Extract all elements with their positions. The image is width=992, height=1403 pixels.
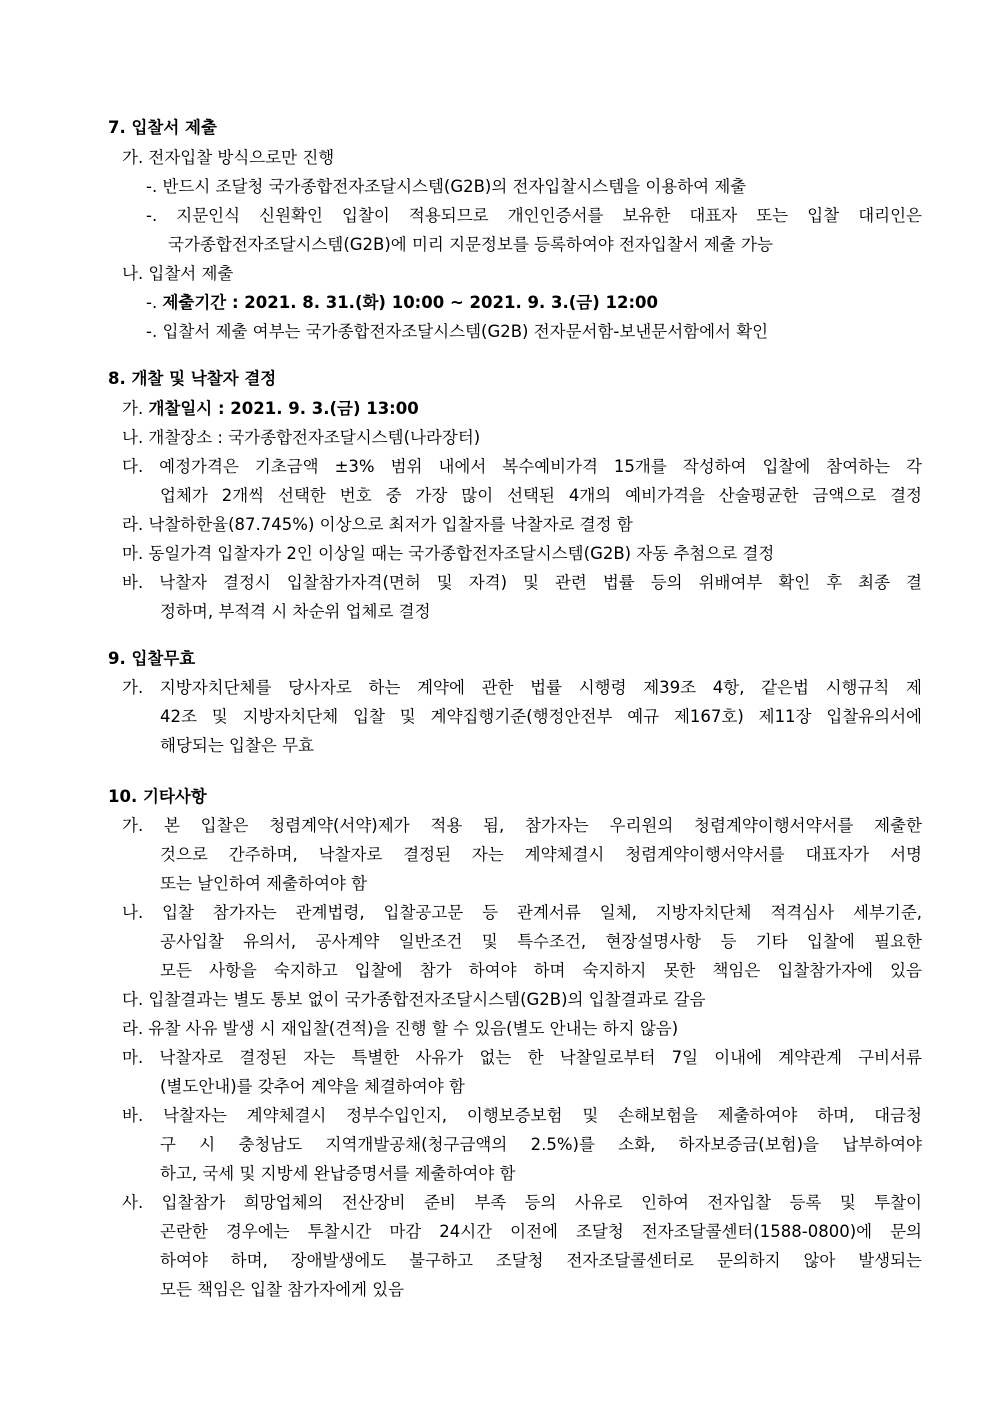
section-10-heading: 10. 기타사항 — [108, 787, 207, 806]
section-10-item-e-line2: (별도안내)를 갖추어 계약을 체결하여야 함 — [160, 1077, 465, 1096]
section-9-item-a-line3: 해당되는 입찰은 무효 — [160, 736, 314, 755]
section-9-item-a-line1: 가. 지방자치단체를 당사자로 하는 계약에 관한 법률 시행령 제39조 4항, 같은법 시행규칙 제 — [122, 678, 922, 697]
section-8-item-c-line1: 다. 예정가격은 기초금액 ±3% 범위 내에서 복수예비가격 15개를 작성하여 입찰에 참여하는 각 — [122, 457, 922, 476]
section-8-item-f-line1: 바. 낙찰자 결정시 입찰참가자격(면허 및 자격) 및 관련 법률 등의 위배여부 확인 후 최종 결 — [122, 573, 922, 592]
section-8-item-e: 마. 동일가격 입찰자가 2인 이상일 때는 국가종합전자조달시스템(G2B) 자동 추첨으로 결정 — [122, 544, 775, 563]
section-10-item-a-line1: 가. 본 입찰은 청렴계약(서약)제가 적용 됨, 참가자는 우리원의 청렴계약이행서약서를 제출한 — [122, 816, 922, 835]
section-9-item-a-line2: 42조 및 지방자치단체 입찰 및 계약집행기준(행정안전부 예규 제167호) 제11장 입찰유의서에 — [160, 707, 922, 726]
section-10-item-a-line2: 것으로 간주하며, 낙찰자로 결정된 자는 계약체결시 청렴계약이행서약서를 대표자가 서명 — [160, 845, 922, 864]
section-10-item-b-line1: 나. 입찰 참가자는 관계법령, 입찰공고문 등 관계서류 일체, 지방자치단체 적격심사 세부기준, — [122, 903, 922, 922]
section-10-item-g-line1: 사. 입찰참가 희망업체의 전산장비 준비 부족 등의 사유로 인하여 전자입찰 등록 및 투찰이 — [122, 1193, 922, 1212]
section-10-item-a-line3: 또는 날인하여 제출하여야 함 — [160, 874, 368, 893]
section-7-item-a-2-line2: 국가종합전자조달시스템(G2B)에 미리 지문정보를 등록하여야 전자입찰서 제출 가능 — [168, 235, 773, 254]
opening-datetime: 개찰일시 : 2021. 9. 3.(금) 13:00 — [148, 399, 419, 418]
section-8-item-b: 나. 개찰장소 : 국가종합전자조달시스템(나라장터) — [122, 428, 481, 447]
section-7-item-b-1 — [146, 292, 658, 314]
section-7-item-b-2: -. 입찰서 제출 여부는 국가종합전자조달시스템(G2B) 전자문서함-보낸문서함에서 확인 — [146, 322, 769, 341]
section-9-heading: 9. 입찰무효 — [108, 649, 196, 668]
section-10-item-c: 다. 입찰결과는 별도 통보 없이 국가종합전자조달시스템(G2B)의 입찰결과로 갈음 — [122, 990, 706, 1009]
section-10-item-g-line4: 모든 책임은 입찰 참가자에게 있음 — [160, 1280, 405, 1299]
section-7-item-a-2-line1: -. 지문인식 신원확인 입찰이 적용되므로 개인인증서를 보유한 대표자 또는 입찰 대리인은 — [146, 206, 922, 225]
section-10-item-f-line1: 바. 낙찰자는 계약체결시 정부수입인지, 이행보증보험 및 손해보험을 제출하여야 하며, 대금청 — [122, 1106, 922, 1125]
section-8-item-a-prefix: 가. — [122, 399, 149, 418]
section-7-item-a-1: -. 반드시 조달청 국가종합전자조달시스템(G2B)의 전자입찰시스템을 이용하여 제출 — [146, 177, 747, 196]
section-10-item-f-line2: 구 시 충청남도 지역개발공채(청구금액의 2.5%)를 소화, 하자보증금(보험)을 납부하여야 — [160, 1135, 922, 1154]
section-8-item-a — [122, 398, 419, 420]
submission-period: 제출기간 : 2021. 8. 31.(화) 10:00 ~ 2021. 9. 3.(금) 12:00 — [162, 293, 659, 312]
section-8-item-d: 라. 낙찰하한율(87.745%) 이상으로 최저가 입찰자를 낙찰자로 결정 함 — [122, 515, 633, 534]
section-7-item-b-1-prefix: -. — [146, 293, 163, 312]
section-8-heading: 8. 개찰 및 낙찰자 결정 — [108, 369, 277, 388]
section-10-item-d: 라. 유찰 사유 발생 시 재입찰(견적)을 진행 할 수 있음(별도 안내는 하지 않음) — [122, 1019, 679, 1038]
section-10-item-b-line2: 공사입찰 유의서, 공사계약 일반조건 및 특수조건, 현장설명사항 등 기타 입찰에 필요한 — [160, 932, 922, 951]
section-10-item-b-line3: 모든 사항을 숙지하고 입찰에 참가 하여야 하며 숙지하지 못한 책임은 입찰참가자에 있음 — [160, 961, 922, 980]
section-7-heading: 7. 입찰서 제출 — [108, 118, 217, 137]
section-8-item-f-line2: 정하며, 부적격 시 차순위 업체로 결정 — [160, 602, 431, 621]
section-7-item-a: 가. 전자입찰 방식으로만 진행 — [122, 148, 335, 167]
section-10-item-g-line2: 곤란한 경우에는 투찰시간 마감 24시간 이전에 조달청 전자조달콜센터(1588-0800)에 문의 — [160, 1222, 922, 1241]
section-10-item-f-line3: 하고, 국세 및 지방세 완납증명서를 제출하여야 함 — [160, 1164, 516, 1183]
section-8-item-c-line2: 업체가 2개씩 선택한 번호 중 가장 많이 선택된 4개의 예비가격을 산술평균한 금액으로 결정 — [160, 486, 922, 505]
section-7-item-b: 나. 입찰서 제출 — [122, 264, 234, 283]
section-10-item-e-line1: 마. 낙찰자로 결정된 자는 특별한 사유가 없는 한 낙찰일로부터 7일 이내에 계약관계 구비서류 — [122, 1048, 922, 1067]
section-10-item-g-line3: 하여야 하며, 장애발생에도 불구하고 조달청 전자조달콜센터로 문의하지 않아 발생되는 — [160, 1251, 922, 1270]
